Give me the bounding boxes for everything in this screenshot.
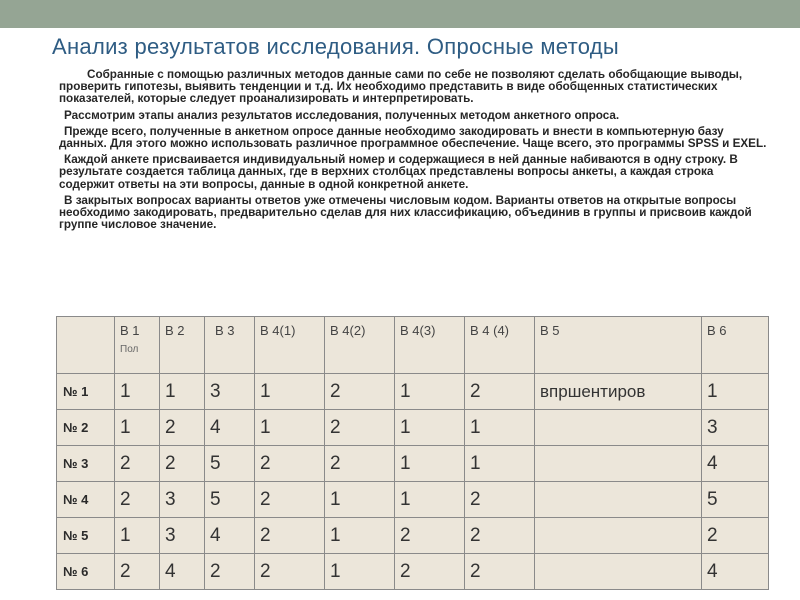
header-cell: В 4(2) [325,317,395,374]
table-cell [535,518,702,554]
table-cell: 1 [465,446,535,482]
table-row [57,410,769,446]
table-cell: 1 [395,374,465,410]
table-cell: впршентиров [535,374,702,410]
table-cell: 2 [465,554,535,590]
table-cell: 2 [395,554,465,590]
table-cell: 4 [702,446,769,482]
header-cell: В 5 [535,317,702,374]
header-cell: В 1 Пол [115,317,160,374]
table-cell: 2 [465,518,535,554]
paragraph-1: Собранные с помощью различных методов данные сами по себе не позволяют сделать обобщающие выводы, проверить гипотезы, выявить тенденции и т.д. Их необходимо представить в виде обобщенных статистических показателей, которые следует проанализировать и интерпретировать. [59,68,743,106]
header-cell: В 2 [160,317,205,374]
table-cell: 4 [702,554,769,590]
table-cell: 2 [160,410,205,446]
header-corner [57,317,115,374]
paragraph-3: Прежде всего, полученные в анкетном опросе данные необходимо закодировать и внести в компьютерную базу данных. Для этого можно использовать различное программное обеспечение. Чаще всего, это программы SPSS и EXEL. [59,124,767,151]
table-cell: 1 [325,518,395,554]
table-cell: 2 [255,482,325,518]
header-cell: В 6 [702,317,769,374]
table-cell [535,446,702,482]
table-cell: 4 [205,410,255,446]
table-cell: 5 [702,482,769,518]
row-label: № 3 [57,446,115,482]
table-cell: 2 [325,410,395,446]
table-cell: 2 [115,554,160,590]
table-cell: 1 [255,374,325,410]
table-cell: 2 [465,374,535,410]
table-cell [535,410,702,446]
table-cell: 2 [255,446,325,482]
slide-title: Анализ результатов исследования. Опросные методы [52,34,620,59]
table-cell: 2 [395,518,465,554]
row-label: № 1 [57,374,115,410]
table-cell: 2 [205,554,255,590]
row-label: № 2 [57,410,115,446]
slide-body [59,69,771,235]
header-cell: В 4(3) [395,317,465,374]
table-cell: 1 [465,410,535,446]
table-cell: 1 [395,446,465,482]
table-cell: 1 [395,410,465,446]
table-row [57,446,769,482]
table-cell [535,482,702,518]
table-row [57,518,769,554]
table-cell: 2 [702,518,769,554]
table-cell: 2 [160,446,205,482]
table-cell: 1 [115,410,160,446]
table-cell: 2 [115,482,160,518]
table-cell: 4 [160,554,205,590]
table-row [57,482,769,518]
header-cell: В 4 (4) [465,317,535,374]
table-cell: 3 [205,374,255,410]
table-row [57,374,769,410]
table-cell: 1 [255,410,325,446]
row-label: № 6 [57,554,115,590]
table-cell: 4 [205,518,255,554]
paragraph-5: В закрытых вопросах варианты ответов уже отмечены числовым кодом. Варианты ответов на открытые вопросы необходимо закодировать, предварительно сделав для них классификацию, объединив в группы и присвоив каждой группе числовое значение. [59,193,752,232]
table-cell: 2 [325,374,395,410]
table-cell: 1 [325,554,395,590]
table-cell: 1 [395,482,465,518]
row-label: № 4 [57,482,115,518]
paragraph-4: Каждой анкете присваивается индивидуальный номер и содержащиеся в ней данные набиваются в одну строку. В результате создается таблица данных, где в верхних столбцах представлены вопросы анкеты, а каждая строка содержит ответы на эти вопросы, данные в одной конкретной анкете. [59,153,738,191]
table-cell: 3 [160,482,205,518]
row-label: № 5 [57,518,115,554]
table-cell: 1 [702,374,769,410]
table-header-row [57,317,769,374]
table-cell: 3 [702,410,769,446]
paragraph-2: Рассмотрим этапы анализ результатов исследования, полученных методом анкетного опроса. [64,108,620,122]
top-decor-bar [0,0,800,28]
table-cell: 2 [255,554,325,590]
header-cell: В 3 [205,317,255,374]
table-cell: 2 [255,518,325,554]
table-cell: 1 [115,374,160,410]
header-subtitle: Пол [120,344,139,355]
table-cell [535,554,702,590]
table-cell: 2 [325,446,395,482]
table-cell: 2 [115,446,160,482]
table-cell: 1 [325,482,395,518]
table-row [57,554,769,590]
table-cell: 2 [465,482,535,518]
survey-data-table [56,316,769,590]
table-cell: 5 [205,446,255,482]
header-cell: В 4(1) [255,317,325,374]
table-cell: 5 [205,482,255,518]
table-cell: 1 [115,518,160,554]
table-cell: 1 [160,374,205,410]
table-cell: 3 [160,518,205,554]
